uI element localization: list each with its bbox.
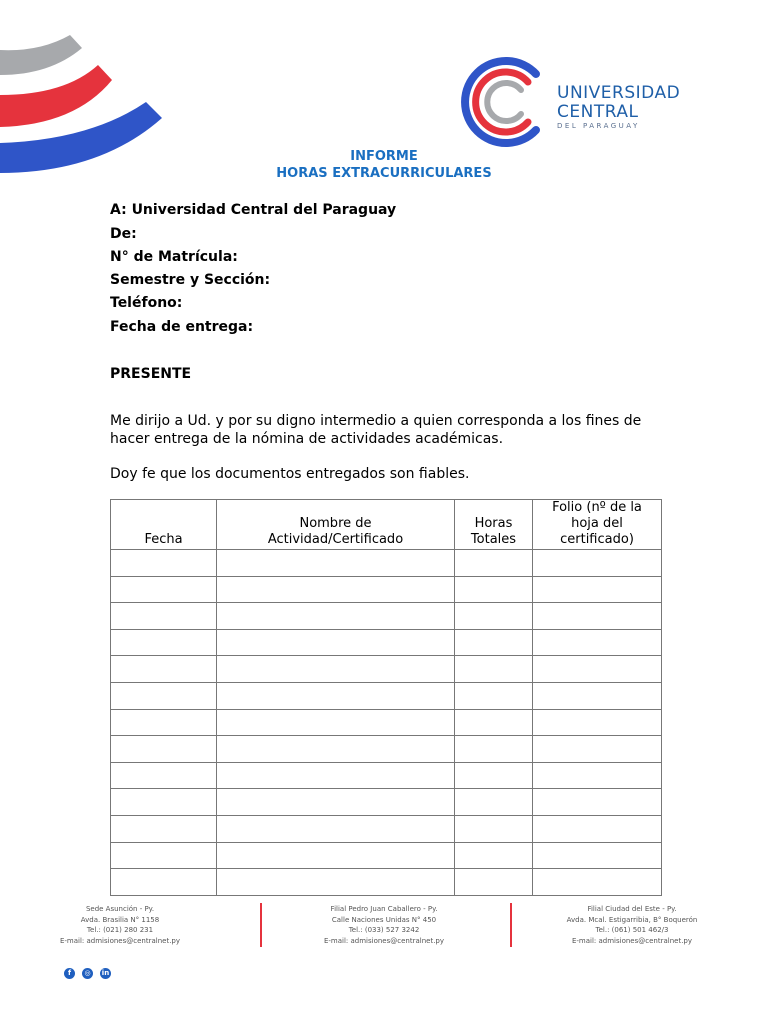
field-phone: Teléfono: — [110, 295, 183, 311]
header-folio-line3: certificado) — [560, 532, 634, 547]
document-title: INFORME — [350, 149, 418, 164]
folio-cell[interactable] — [533, 576, 662, 603]
header-total-hours — [455, 500, 533, 550]
hours-cell[interactable] — [455, 656, 533, 683]
fecha-cell[interactable] — [111, 736, 217, 763]
footer-pjc-address: Calle Naciones Unidas N° 450 — [331, 915, 437, 924]
fecha-cell[interactable] — [111, 869, 217, 896]
folio-cell[interactable] — [533, 762, 662, 789]
header-activity-line1: Nombre de — [299, 516, 372, 531]
activity-cell[interactable] — [217, 789, 455, 816]
footer-pjc-email: E-mail: admisiones@centralnet.py — [323, 936, 445, 945]
logo-text-paraguay: DEL PARAGUAY — [557, 122, 640, 130]
footer-pjc-name: Filial Pedro Juan Caballero - Py. — [330, 905, 438, 913]
header-hours-line1: Horas — [474, 516, 513, 531]
table-row — [111, 869, 662, 896]
fecha-cell[interactable] — [111, 576, 217, 603]
hours-cell[interactable] — [455, 550, 533, 577]
table-row — [111, 815, 662, 842]
folio-cell[interactable] — [533, 550, 662, 577]
table-row — [111, 629, 662, 656]
footer-asuncion-address: Avda. Brasilia N° 1158 — [80, 915, 160, 924]
activity-cell[interactable] — [217, 709, 455, 736]
hours-cell[interactable] — [455, 789, 533, 816]
header-activity-name — [217, 500, 455, 550]
folio-cell[interactable] — [533, 656, 662, 683]
hours-cell[interactable] — [455, 603, 533, 630]
footer-cde-name: Filial Ciudad del Este - Py. — [587, 905, 677, 913]
instagram-icon[interactable]: ◎ — [82, 968, 93, 979]
activity-cell[interactable] — [217, 682, 455, 709]
folio-cell[interactable] — [533, 815, 662, 842]
table-header-row — [111, 500, 662, 550]
footer-asuncion-email: E-mail: admisiones@centralnet.py — [59, 936, 181, 945]
field-semester-section: Semestre y Sección: — [110, 272, 271, 288]
folio-cell[interactable] — [533, 682, 662, 709]
activities-table — [110, 499, 662, 896]
fecha-cell[interactable] — [111, 629, 217, 656]
paragraph-intro-line2: hacer entrega de la nómina de actividades académicas. — [110, 431, 504, 447]
footer-separator — [260, 903, 262, 947]
hours-cell[interactable] — [455, 736, 533, 763]
table-row — [111, 789, 662, 816]
table-row — [111, 736, 662, 763]
activity-cell[interactable] — [217, 550, 455, 577]
header-folio-line2: hoja del — [571, 516, 623, 531]
header-hours-line2: Totales — [470, 532, 517, 547]
hours-cell[interactable] — [455, 682, 533, 709]
footer-asuncion — [20, 904, 220, 946]
activity-cell[interactable] — [217, 576, 455, 603]
fecha-cell[interactable] — [111, 842, 217, 869]
fecha-cell[interactable] — [111, 762, 217, 789]
footer-cde-address: Avda. Mcal. Estigarribia, B° Boquerón — [566, 915, 698, 924]
hours-cell[interactable] — [455, 576, 533, 603]
activity-cell[interactable] — [217, 762, 455, 789]
fecha-cell[interactable] — [111, 789, 217, 816]
table-row — [111, 762, 662, 789]
paragraph-statement: Doy fe que los documentos entregados son fiables. — [110, 466, 470, 482]
logo-text-universidad: UNIVERSIDAD — [557, 83, 681, 103]
field-delivery-date: Fecha de entrega: — [110, 319, 254, 335]
activity-cell[interactable] — [217, 869, 455, 896]
footer-separator — [510, 903, 512, 947]
linkedin-icon[interactable]: in — [101, 969, 110, 977]
table-row — [111, 842, 662, 869]
folio-cell[interactable] — [533, 869, 662, 896]
table-row — [111, 550, 662, 577]
fecha-cell[interactable] — [111, 603, 217, 630]
hours-cell[interactable] — [455, 815, 533, 842]
activity-cell[interactable] — [217, 815, 455, 842]
footer-pjc-phone: Tel.: (033) 527 3242 — [348, 926, 420, 934]
hours-cell[interactable] — [455, 869, 533, 896]
hours-cell[interactable] — [455, 762, 533, 789]
footer-pedro-juan — [284, 904, 484, 946]
folio-cell[interactable] — [533, 709, 662, 736]
paragraph-intro-line1: Me dirijo a Ud. y por su digno intermedio a quien corresponda a los fines de — [110, 413, 642, 429]
table-row — [111, 576, 662, 603]
logo-text-central: CENTRAL — [557, 102, 639, 122]
folio-cell[interactable] — [533, 736, 662, 763]
facebook-icon[interactable]: f — [64, 968, 75, 979]
fecha-cell[interactable] — [111, 682, 217, 709]
table-row — [111, 682, 662, 709]
table-body — [111, 550, 662, 896]
header-fecha-text: Fecha — [144, 532, 183, 547]
footer-cde-phone: Tel.: (061) 501 462/3 — [595, 926, 669, 934]
header-folio-line1: Folio (nº de la — [552, 500, 642, 515]
activity-cell[interactable] — [217, 603, 455, 630]
table-row — [111, 656, 662, 683]
footer-asuncion-name: Sede Asunción - Py. — [85, 905, 155, 913]
university-logo-icon — [458, 55, 553, 150]
folio-cell[interactable] — [533, 603, 662, 630]
activity-cell[interactable] — [217, 629, 455, 656]
document-subtitle: HORAS EXTRACURRICULARES — [276, 166, 492, 181]
folio-cell[interactable] — [533, 789, 662, 816]
footer-ciudad-este — [532, 904, 732, 946]
table-row — [111, 709, 662, 736]
field-addressee: A: Universidad Central del Paraguay — [110, 202, 397, 218]
footer-asuncion-phone: Tel.: (021) 280 231 — [86, 926, 154, 934]
fecha-cell[interactable] — [111, 709, 217, 736]
footer-cde-email: E-mail: admisiones@centralnet.py — [571, 936, 693, 945]
fecha-cell[interactable] — [111, 815, 217, 842]
field-enrollment-number: N° de Matrícula: — [110, 249, 238, 265]
header-activity-line2: Actividad/Certificado — [267, 532, 404, 547]
folio-cell[interactable] — [533, 629, 662, 656]
presente-label: PRESENTE — [110, 366, 192, 382]
table-row — [111, 603, 662, 630]
activity-cell[interactable] — [217, 656, 455, 683]
header-fecha — [111, 500, 217, 550]
header-folio — [533, 500, 662, 550]
activity-cell[interactable] — [217, 736, 455, 763]
field-from: De: — [110, 226, 137, 242]
folio-cell[interactable] — [533, 842, 662, 869]
hours-cell[interactable] — [455, 629, 533, 656]
fecha-cell[interactable] — [111, 656, 217, 683]
hours-cell[interactable] — [455, 709, 533, 736]
hours-cell[interactable] — [455, 842, 533, 869]
fecha-cell[interactable] — [111, 550, 217, 577]
activity-cell[interactable] — [217, 842, 455, 869]
